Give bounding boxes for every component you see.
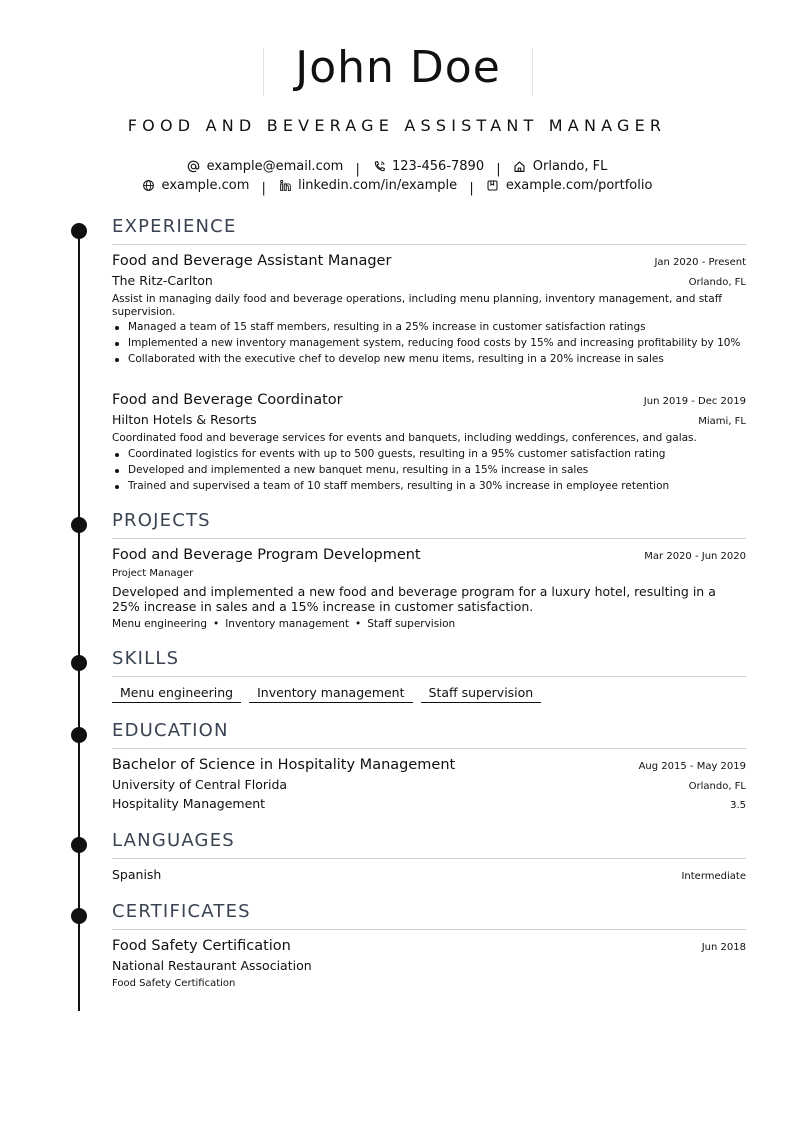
list-item: Implemented a new inventory management system, reducing food costs by 15% and increasing profitability by 10% (112, 337, 746, 350)
job-subheader (112, 273, 746, 288)
job-position: Food and Beverage Coordinator (112, 392, 343, 408)
list-item: Managed a team of 15 staff members, resulting in a 25% increase in customer satisfaction ratings (112, 321, 746, 334)
education-institution: University of Central Florida (112, 777, 288, 792)
contact-line-2 (0, 178, 794, 196)
project-role: Project Manager (112, 568, 194, 579)
email-text: example@email.com (206, 159, 344, 174)
timeline-dot (71, 908, 87, 924)
job-summary: Assist in managing daily food and beverage operations, including menu planning, inventory management, and staff supervision. (112, 293, 722, 318)
keyword: Inventory management (225, 618, 350, 630)
separator: | (261, 181, 266, 196)
job-location: Orlando, FL (688, 277, 746, 288)
section-title-projects: PROJECTS (112, 510, 746, 539)
timeline-dot (71, 517, 87, 533)
job-highlights (112, 448, 746, 496)
education-area-row (112, 796, 746, 811)
timeline-line (78, 228, 80, 1011)
certificate-issuer-row (112, 958, 746, 973)
contact-phone[interactable] (372, 159, 484, 174)
at-icon (187, 160, 201, 174)
section-title-languages: LANGUAGES (112, 830, 746, 859)
section-title-certificates: CERTIFICATES (112, 901, 746, 930)
certificate-header (112, 938, 746, 954)
contact-line-1 (0, 159, 794, 177)
list-item: Coordinated logistics for events with up to 500 guests, resulting in a 95% customer satisfaction rating (112, 448, 746, 461)
project-description: Developed and implemented a new food and beverage program for a luxury hotel, resulting in a 25% increase in sales and a 15% increase in customer satisfaction. (112, 584, 716, 614)
job-position: Food and Beverage Assistant Manager (112, 253, 392, 269)
job-title: FOOD AND BEVERAGE ASSISTANT MANAGER (127, 116, 667, 135)
project-role-row (112, 568, 746, 579)
contact-email[interactable] (187, 159, 344, 174)
job-company: The Ritz-Carlton (112, 273, 213, 288)
contact-website[interactable] (142, 178, 250, 193)
education-dates: Aug 2015 - May 2019 (638, 761, 746, 772)
education-degree: Bachelor of Science in Hospitality Management (112, 757, 456, 773)
education-header (112, 757, 746, 773)
education-gpa: 3.5 (730, 800, 746, 811)
project-keywords: Menu engineering • Inventory management • Staff supervision (112, 618, 456, 630)
job-company: Hilton Hotels & Resorts (112, 412, 257, 427)
education-location: Orlando, FL (688, 781, 746, 792)
job-header (112, 253, 746, 269)
list-item: Developed and implemented a new banquet menu, resulting in a 15% increase in sales (112, 464, 746, 477)
project-dates: Mar 2020 - Jun 2020 (644, 551, 746, 562)
candidate-name: John Doe (295, 42, 501, 93)
skill-tag: Staff supervision (421, 685, 542, 703)
education-area: Hospitality Management (112, 796, 266, 811)
project-header (112, 547, 746, 563)
skill-tag: Menu engineering (112, 685, 241, 703)
timeline-dot (71, 655, 87, 671)
job-location: Miami, FL (698, 416, 746, 427)
language-row (112, 867, 746, 882)
phone-icon (372, 160, 386, 174)
job-summary: Coordinated food and beverage services for events and banquets, including weddings, conferences, and galas. (112, 432, 697, 444)
job-subheader (112, 412, 746, 427)
section-title-experience: EXPERIENCE (112, 216, 746, 245)
job-dates: Jan 2020 - Present (654, 257, 746, 268)
timeline-dot (71, 727, 87, 743)
skills-list (112, 685, 541, 703)
keyword: Staff supervision (367, 618, 456, 630)
website-text: example.com (161, 178, 250, 193)
timeline-dot (71, 837, 87, 853)
timeline-dot (71, 223, 87, 239)
contact-location (513, 159, 608, 174)
separator: | (469, 181, 474, 196)
separator: | (355, 162, 360, 177)
job-highlights (112, 321, 746, 369)
keyword: Menu engineering (112, 618, 207, 630)
linkedin-icon (278, 179, 292, 193)
linkedin-text: linkedin.com/in/example (298, 178, 458, 193)
home-icon (513, 160, 527, 174)
education-institution-row (112, 777, 746, 792)
separator: | (496, 162, 501, 177)
list-item: Collaborated with the executive chef to develop new menu items, resulting in a 20% increase in sales (112, 353, 746, 366)
location-text: Orlando, FL (532, 159, 608, 174)
section-title-education: EDUCATION (112, 720, 746, 749)
phone-text: 123-456-7890 (392, 159, 485, 174)
certificate-summary-row (112, 978, 746, 989)
job-header (112, 392, 746, 408)
job-dates: Jun 2019 - Dec 2019 (643, 396, 746, 407)
certificate-summary: Food Safety Certification (112, 978, 236, 989)
name-frame (263, 42, 533, 96)
portfolio-text: example.com/portfolio (505, 178, 653, 193)
language-fluency: Intermediate (681, 871, 746, 882)
certificate-date: Jun 2018 (701, 942, 746, 953)
certificate-name: Food Safety Certification (112, 938, 291, 954)
project-name: Food and Beverage Program Development (112, 547, 421, 563)
portfolio-icon (486, 179, 500, 193)
section-title-skills: SKILLS (112, 648, 746, 677)
skill-tag: Inventory management (249, 685, 412, 703)
language-name: Spanish (112, 867, 162, 882)
contact-portfolio[interactable] (486, 178, 653, 193)
list-item: Trained and supervised a team of 10 staff members, resulting in a 30% increase in employee retention (112, 480, 746, 493)
certificate-issuer: National Restaurant Association (112, 958, 312, 973)
contact-linkedin[interactable] (278, 178, 457, 193)
globe-icon (142, 179, 156, 193)
